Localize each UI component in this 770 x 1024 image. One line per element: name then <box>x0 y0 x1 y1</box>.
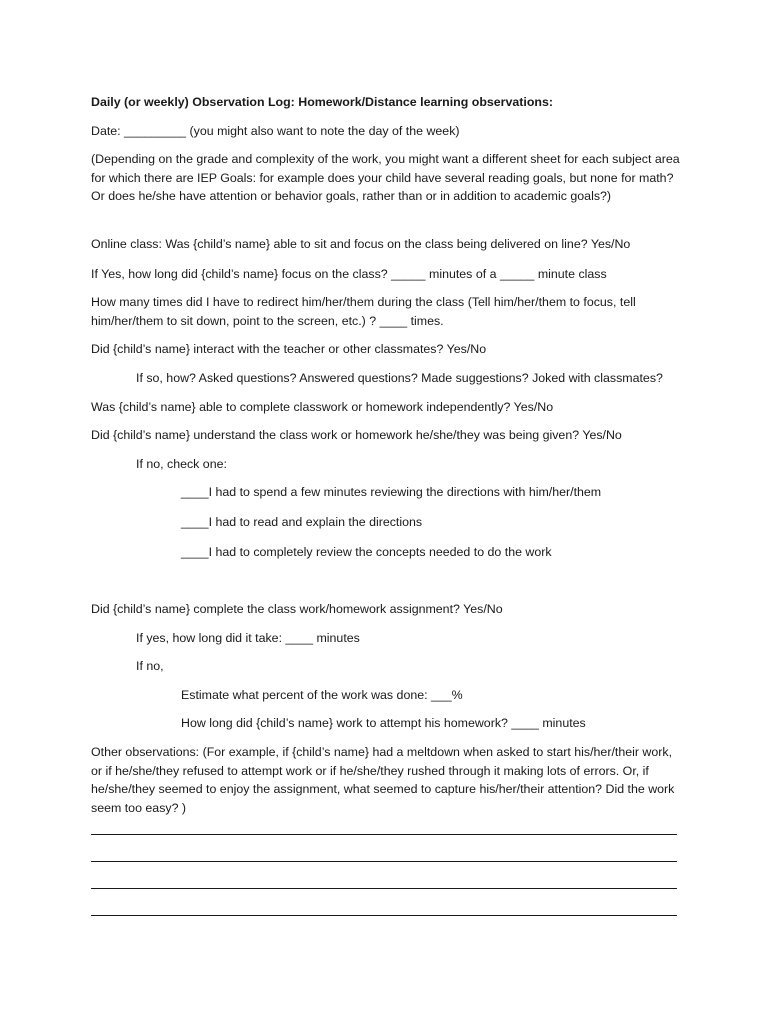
observation-log <box>91 93 686 916</box>
question-focus-duration: If Yes, how long did {child’s name} focus on the class? _____ minutes of a _____ minute class <box>91 266 607 281</box>
other-observations: Other observations: (For example, if {child’s name} had a meltdown when asked to start his/her/their work, or if he/she/they refused to attempt work or if he/she/they rushed through it making lots of errors. Or, if he/she/they seemed to enjoy the assignment, what seemed to capture his/her/their attention? Did the work seem too easy? ) <box>91 745 675 815</box>
question-complete: Did {child’s name} complete the class work/homework assignment? Yes/No <box>91 602 503 617</box>
check-option: ____I had to completely review the concepts needed to do the work <box>181 544 552 559</box>
document-title: Daily (or weekly) Observation Log: Homework/Distance learning observations: <box>91 95 554 109</box>
check-prompt: If no, check one: <box>136 456 227 471</box>
date-line: Date: _________ (you might also want to note the day of the week) <box>91 123 460 138</box>
question-interact-how: If so, how? Asked questions? Answered questions? Made suggestions? Joked with classmates? <box>136 370 663 385</box>
question-if-no: If no, <box>136 659 164 674</box>
question-online-class: Online class: Was {child’s name} able to sit and focus on the class being delivered on line? Yes/No <box>91 236 631 251</box>
answer-line[interactable] <box>91 914 677 916</box>
question-interact: Did {child’s name} interact with the teacher or other classmates? Yes/No <box>91 342 487 357</box>
intro-paragraph: (Depending on the grade and complexity of the work, you might want a different sheet for each subject area for which there are IEP Goals: for example does your child have several reading goals, but none for math? Or does he/she have attention or behavior goals, rather than or in addition to academic goals?) <box>91 152 680 204</box>
question-percent-done: Estimate what percent of the work was done: ___% <box>181 687 463 702</box>
question-understand: Did {child’s name} understand the class work or homework he/she/they was being given? Yes/No <box>91 428 622 443</box>
check-option: ____I had to read and explain the directions <box>181 514 423 529</box>
question-redirect-count: How many times did I have to redirect him/her/them during the class (Tell him/her/them to focus, tell him/her/them to sit down, point to the screen, etc.) ? ____ times. <box>91 295 636 328</box>
question-attempt-time: How long did {child’s name} work to attempt his homework? ____ minutes <box>181 716 586 731</box>
question-independent: Was {child’s name} able to complete classwork or homework independently? Yes/No <box>91 399 554 414</box>
check-option: ____I had to spend a few minutes reviewing the directions with him/her/them <box>181 485 602 500</box>
question-time-taken: If yes, how long did it take: ____ minutes <box>136 630 360 645</box>
